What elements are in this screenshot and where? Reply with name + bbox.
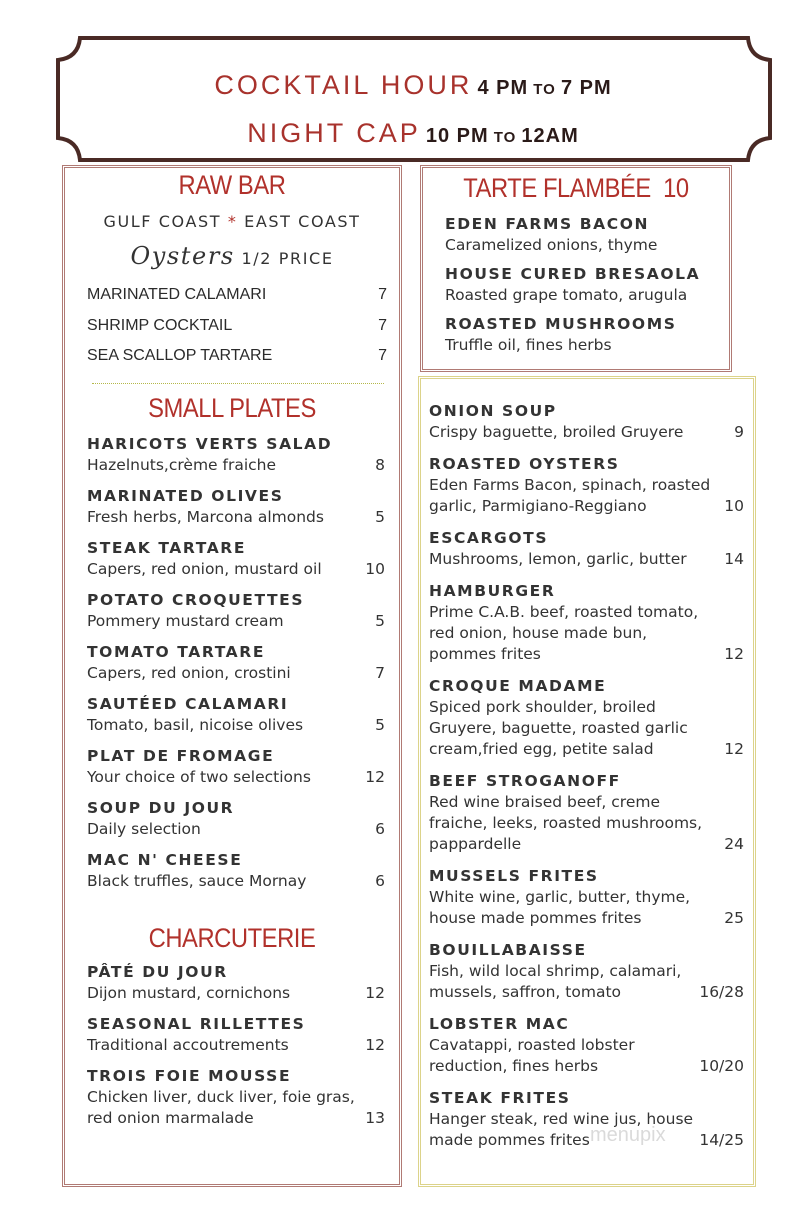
- item-description: Chicken liver, duck liver, foie gras,: [87, 1088, 355, 1106]
- item-price: 12: [724, 740, 744, 758]
- item-description: Black truffles, sauce Mornay: [87, 872, 307, 890]
- menu-item: [87, 798, 385, 840]
- item-name: SEASONAL RILLETTES: [87, 1015, 306, 1033]
- item-name: TOMATO TARTARE: [87, 643, 266, 661]
- menu-item: [429, 454, 744, 517]
- item-price: 10: [724, 497, 744, 515]
- charcuterie-list: [87, 962, 385, 1139]
- small-plates-list: [87, 434, 385, 902]
- item-description: Crispy baguette, broiled Gruyere: [429, 423, 684, 441]
- item-description: Your choice of two selections: [87, 768, 311, 786]
- item-name: MARINATED OLIVES: [87, 487, 284, 505]
- tarte-flambee-name: TARTE FLAMBÉE: [463, 173, 651, 203]
- item-description: cream,fried egg, petite salad: [429, 740, 654, 758]
- item-name: STEAK TARTARE: [87, 539, 247, 557]
- cocktail-start: 4 PM: [477, 77, 529, 99]
- item-description: red onion, house made bun,: [429, 624, 648, 642]
- menu-item: [445, 314, 715, 356]
- watermark: menupix: [590, 1124, 666, 1146]
- menu-item: [87, 590, 385, 632]
- item-price: 16/28: [699, 983, 744, 1001]
- item-price: 5: [375, 508, 385, 526]
- item-name: LOBSTER MAC: [429, 1015, 570, 1033]
- item-description: Truffle oil, fines herbs: [445, 336, 612, 354]
- item-description: Capers, red onion, mustard oil: [87, 560, 322, 578]
- menu-item: [429, 1014, 744, 1077]
- item-description: fraiche, leeks, roasted mushrooms,: [429, 814, 703, 832]
- item-description: pommes frites: [429, 645, 541, 663]
- item-price: 5: [375, 716, 385, 734]
- dotted-divider: [92, 383, 384, 384]
- item-price: 7: [378, 347, 387, 364]
- menu-item: [87, 434, 385, 476]
- item-description: garlic, Parmigiano-Reggiano: [429, 497, 647, 515]
- item-name: SHRIMP COCKTAIL: [87, 316, 233, 334]
- oyster-origins: [62, 212, 402, 231]
- item-name: EDEN FARMS BACON: [445, 215, 650, 233]
- menu-item: [87, 1014, 385, 1056]
- item-price: 9: [734, 423, 744, 441]
- item-description: Spiced pork shoulder, broiled: [429, 698, 656, 716]
- item-price: 13: [365, 1109, 385, 1127]
- item-description: house made pommes frites: [429, 909, 642, 927]
- item-description: mussels, saffron, tomato: [429, 983, 622, 1001]
- item-name: PÂTÉ DU JOUR: [87, 963, 228, 981]
- item-name: TROIS FOIE MOUSSE: [87, 1067, 292, 1085]
- night-cap-line: [56, 118, 770, 149]
- item-description: Pommery mustard cream: [87, 612, 284, 630]
- item-price: 7: [375, 664, 385, 682]
- item-description: Prime C.A.B. beef, roasted tomato,: [429, 603, 699, 621]
- oysters-script: Oysters: [130, 242, 235, 270]
- item-description: made pommes frites: [429, 1131, 590, 1149]
- charcuterie-title: CHARCUTERIE: [148, 923, 316, 953]
- menu-item: [429, 581, 744, 665]
- item-description: Hazelnuts,crème fraiche: [87, 456, 277, 474]
- item-name: HARICOTS VERTS SALAD: [87, 435, 333, 453]
- cocktail-end: 7 PM: [560, 77, 612, 99]
- item-price: 14/25: [699, 1131, 744, 1149]
- menu-item: [87, 1066, 385, 1129]
- item-name: ROASTED MUSHROOMS: [445, 315, 677, 333]
- menu-item: [429, 771, 744, 855]
- item-price: 7: [378, 286, 387, 303]
- menu-item: [87, 746, 385, 788]
- menu-item: [87, 486, 385, 528]
- menu-item: [87, 962, 385, 1004]
- menu-item: [445, 214, 715, 256]
- tarte-flambee-title: [439, 173, 714, 204]
- item-name: SEA SCALLOP TARTARE: [87, 347, 273, 364]
- small-plates-title: SMALL PLATES: [148, 393, 316, 423]
- item-description: Fish, wild local shrimp, calamari,: [429, 962, 682, 980]
- item-description: Red wine braised beef, creme: [429, 793, 660, 811]
- item-price: 12: [365, 1036, 385, 1054]
- cocktail-to: TO: [533, 81, 556, 98]
- item-price: 10: [365, 560, 385, 578]
- tarte-list: [445, 214, 715, 364]
- item-price: 6: [375, 820, 385, 838]
- item-description: Traditional accoutrements: [87, 1036, 289, 1054]
- item-name: POTATO CROQUETTES: [87, 591, 305, 609]
- item-price: 12: [724, 645, 744, 663]
- item-description: Caramelized onions, thyme: [445, 236, 658, 254]
- item-name: BOUILLABAISSE: [429, 941, 587, 959]
- item-price: 14: [724, 550, 744, 568]
- star-separator: *: [227, 212, 238, 231]
- item-name: BEEF STROGANOFF: [429, 772, 621, 790]
- item-name: STEAK FRITES: [429, 1089, 571, 1107]
- item-description: Hanger steak, red wine jus, house: [429, 1110, 694, 1128]
- item-price: 6: [375, 872, 385, 890]
- item-name: MUSSELS FRITES: [429, 867, 599, 885]
- menu-item: [429, 528, 744, 570]
- nightcap-start: 10 PM: [425, 125, 489, 147]
- raw-bar-item: [87, 286, 387, 308]
- item-description: White wine, garlic, butter, thyme,: [429, 888, 691, 906]
- item-price: 7: [378, 316, 387, 334]
- item-price: 25: [724, 909, 744, 927]
- raw-bar-title: RAW BAR: [178, 170, 286, 200]
- menu-item: [429, 1088, 744, 1151]
- item-name: SOUP DU JOUR: [87, 799, 235, 817]
- oysters-half-price: 1/2 PRICE: [241, 249, 334, 268]
- item-description: Tomato, basil, nicoise olives: [87, 716, 304, 734]
- menu-item: [429, 940, 744, 1003]
- item-name: HOUSE CURED BRESAOLA: [445, 265, 701, 283]
- cocktail-hour-label: COCKTAIL HOUR: [214, 70, 473, 100]
- tarte-flambee-price: 10: [663, 173, 689, 203]
- night-cap-label: NIGHT CAP: [247, 118, 421, 148]
- mains-list: [429, 401, 744, 1162]
- item-name: MAC N' CHEESE: [87, 851, 243, 869]
- item-price: 12: [365, 768, 385, 786]
- item-name: SAUTÉED CALAMARI: [87, 695, 289, 713]
- nightcap-to: TO: [493, 129, 517, 146]
- item-description: reduction, fines herbs: [429, 1057, 599, 1075]
- cocktail-hour-line: [56, 70, 770, 101]
- item-description: Dijon mustard, cornichons: [87, 984, 291, 1002]
- item-description: Fresh herbs, Marcona almonds: [87, 508, 324, 526]
- item-description: Roasted grape tomato, arugula: [445, 286, 688, 304]
- item-description: Cavatappi, roasted lobster: [429, 1036, 635, 1054]
- gulf-coast: GULF COAST: [103, 212, 222, 231]
- item-name: ESCARGOTS: [429, 529, 549, 547]
- item-description: Daily selection: [87, 820, 201, 838]
- item-price: 10/20: [699, 1057, 744, 1075]
- menu-item: [429, 676, 744, 760]
- item-description: Eden Farms Bacon, spinach, roasted: [429, 476, 711, 494]
- raw-bar-item: [87, 347, 387, 369]
- item-price: 8: [375, 456, 385, 474]
- menu-item: [87, 694, 385, 736]
- item-price: 24: [724, 835, 744, 853]
- menu-item: [87, 642, 385, 684]
- menu-item: [87, 538, 385, 580]
- item-name: ONION SOUP: [429, 402, 557, 420]
- item-name: CROQUE MADAME: [429, 677, 607, 695]
- menu-item: [429, 401, 744, 443]
- item-price: 5: [375, 612, 385, 630]
- item-price: 12: [365, 984, 385, 1002]
- raw-bar-item: [87, 317, 387, 339]
- oysters-deal: [62, 242, 402, 270]
- item-description: Mushrooms, lemon, garlic, butter: [429, 550, 687, 568]
- item-description: Gruyere, baguette, roasted garlic: [429, 719, 688, 737]
- menu-item: [87, 850, 385, 892]
- item-description: red onion marmalade: [87, 1109, 254, 1127]
- item-name: PLAT DE FROMAGE: [87, 747, 275, 765]
- menu-item: [445, 264, 715, 306]
- east-coast: EAST COAST: [244, 212, 361, 231]
- item-name: ROASTED OYSTERS: [429, 455, 620, 473]
- item-name: MARINATED CALAMARI: [87, 286, 267, 303]
- item-description: pappardelle: [429, 835, 522, 853]
- item-description: Capers, red onion, crostini: [87, 664, 291, 682]
- nightcap-end: 12AM: [521, 125, 579, 147]
- item-name: HAMBURGER: [429, 582, 556, 600]
- menu-item: [429, 866, 744, 929]
